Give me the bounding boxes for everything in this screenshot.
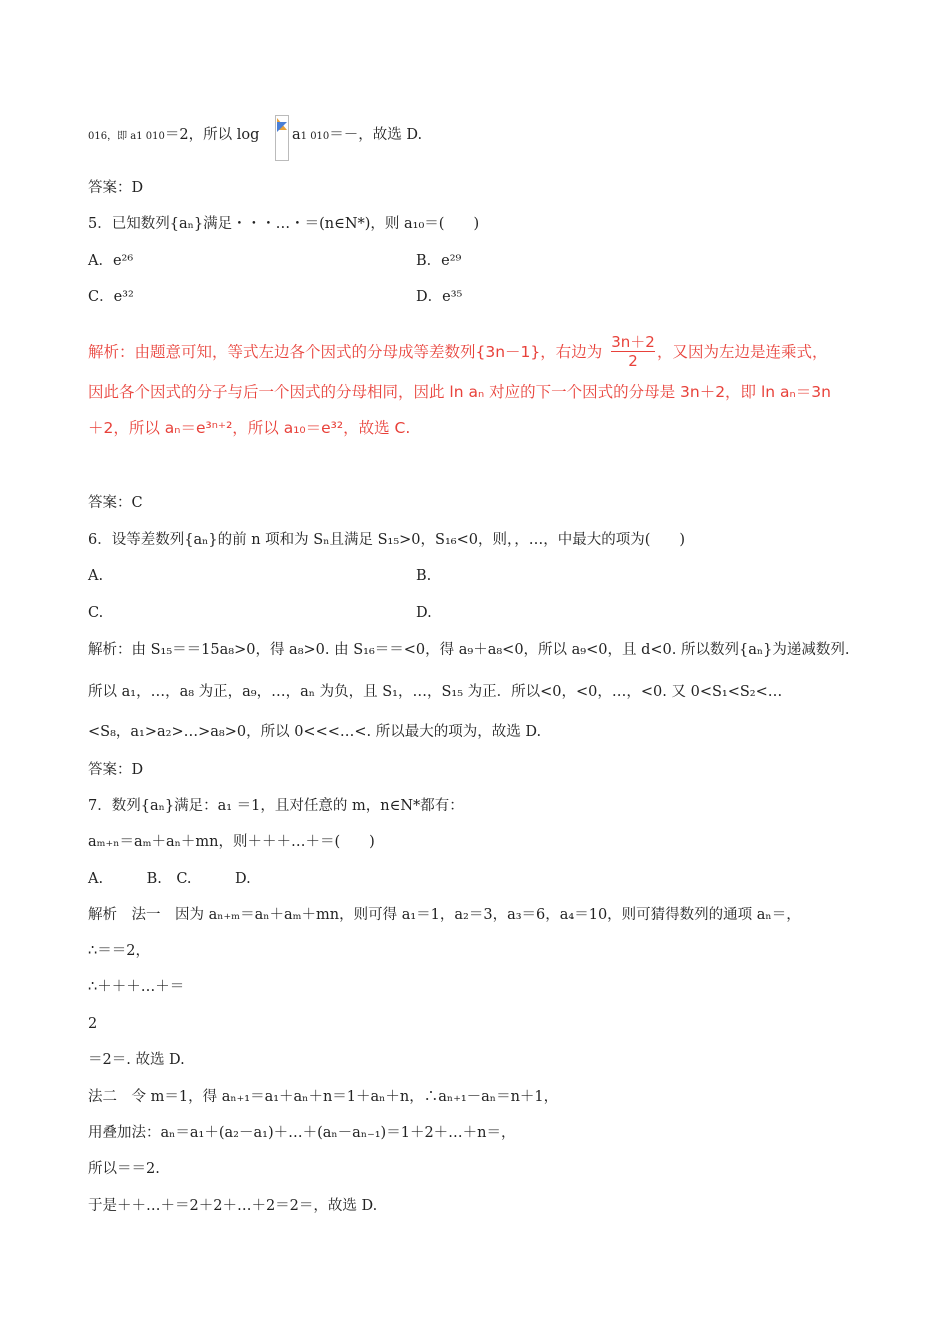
q5-option-b: B．e²⁹ bbox=[416, 253, 462, 269]
solution-7-line-3: ∴＋＋＋…＋＝ bbox=[88, 979, 185, 995]
q6-option-c: C. bbox=[88, 605, 104, 621]
q5-option-c: C．e³² bbox=[88, 289, 134, 305]
q6-option-a: A. bbox=[88, 568, 104, 584]
text-fragment: a bbox=[292, 127, 301, 143]
solution-7-line-7: 用叠加法：aₙ＝a₁＋(a₂－a₁)＋…＋(aₙ－aₙ₋₁)＝1＋2＋…＋n＝， bbox=[88, 1125, 516, 1141]
fraction bbox=[611, 333, 655, 370]
fraction-denominator: 2 bbox=[628, 352, 638, 370]
text-fragment: ＝2，所以 log bbox=[164, 127, 260, 143]
text-fragment: 016，即 a bbox=[88, 131, 137, 142]
red-solution-line-1: 解析：由题意可知，等式左边各个因式的分母成等差数列{3n－1}，右边为 bbox=[88, 343, 603, 361]
q7-options: A. B. C. D. bbox=[88, 871, 251, 887]
solution-7-line-8: 所以＝＝2. bbox=[88, 1161, 160, 1177]
text-fragment: ＝－，故选 D. bbox=[329, 127, 423, 143]
solution-tail-line bbox=[88, 125, 259, 147]
question-7: 7．数列{aₙ}满足：a₁ ＝1，且对任意的 m，n∈N*都有： bbox=[88, 798, 464, 814]
answer-5: 答案：C bbox=[88, 495, 143, 511]
solution-7-line-1: 解析 法一 因为 aₙ₊ₘ＝aₙ＋aₘ＋mn，则可得 a₁＝1，a₂＝3，a₃＝6，a₄＝10，则可猜得数列的通项 aₙ＝， bbox=[88, 907, 801, 923]
answer-4: 答案：D bbox=[88, 180, 144, 196]
red-solution-line-3: ＋2，所以 aₙ＝e³ⁿ⁺²，所以 a₁₀＝e³²，故选 C. bbox=[88, 419, 411, 437]
solution-6-line-1: 解析：由 S₁₅＝＝15a₈>0，得 a₈>0. 由 S₁₆＝＝<0，得 a₉＋a₈<0，所以 a₉<0，且 d<0. 所以数列{aₙ}为递减数列. bbox=[88, 642, 850, 658]
solution-7-line-9: 于是＋＋…＋＝2＋2＋…＋2＝2＝，故选 D. bbox=[88, 1198, 378, 1214]
solution-6-line-3: <S₈，a₁>a₂>…>a₈>0，所以 0<<<…<. 所以最大的项为，故选 D. bbox=[88, 724, 542, 740]
q5-option-a: A．e²⁶ bbox=[88, 253, 134, 269]
solution-7-line-2: ∴＝＝2， bbox=[88, 943, 150, 959]
red-solution-line-1-end: ，又因为左边是连乘式， bbox=[657, 343, 828, 361]
formula-image-icon bbox=[275, 115, 289, 161]
answer-6: 答案：D bbox=[88, 762, 144, 778]
fraction-numerator: 3n＋2 bbox=[611, 333, 655, 351]
question-6: 6．设等差数列{aₙ}的前 n 项和为 Sₙ且满足 S₁₅>0，S₁₆<0，则，，…，中最大的项为( ) bbox=[88, 532, 686, 548]
solution-7-line-6: 法二 令 m＝1，得 aₙ₊₁＝a₁＋aₙ＋n＝1＋aₙ＋n，∴aₙ₊₁－aₙ＝n＋1， bbox=[88, 1089, 559, 1105]
solution-7-line-4: 2 bbox=[88, 1016, 98, 1032]
subscript: 1 010 bbox=[136, 131, 165, 142]
solution-7-line-5: ＝2＝. 故选 D. bbox=[88, 1052, 185, 1068]
q6-option-b: B. bbox=[416, 568, 432, 584]
red-solution-line-2: 因此各个因式的分子与后一个因式的分母相同，因此 ln aₙ 对应的下一个因式的分母是 3n＋2，即 ln aₙ＝3n bbox=[88, 383, 831, 401]
solution-6-line-2: 所以 a₁，…，a₈ 为正，a₉，…，aₙ 为负，且 S₁，…，S₁₅ 为正．所以<0，<0，…，<0. 又 0<S₁<S₂<… bbox=[88, 684, 783, 700]
question-5: 5．已知数列{aₙ}满足・・・…・＝(n∈N*)，则 a₁₀＝( ) bbox=[88, 216, 480, 232]
q5-option-d: D．e³⁵ bbox=[416, 289, 463, 305]
q6-option-d: D. bbox=[416, 605, 432, 621]
solution-tail-line-end bbox=[292, 125, 422, 147]
question-7-line-2: aₘ₊ₙ＝aₘ＋aₙ＋mn，则＋＋＋…＋＝( ) bbox=[88, 834, 375, 850]
subscript: 1 010 bbox=[300, 131, 330, 142]
